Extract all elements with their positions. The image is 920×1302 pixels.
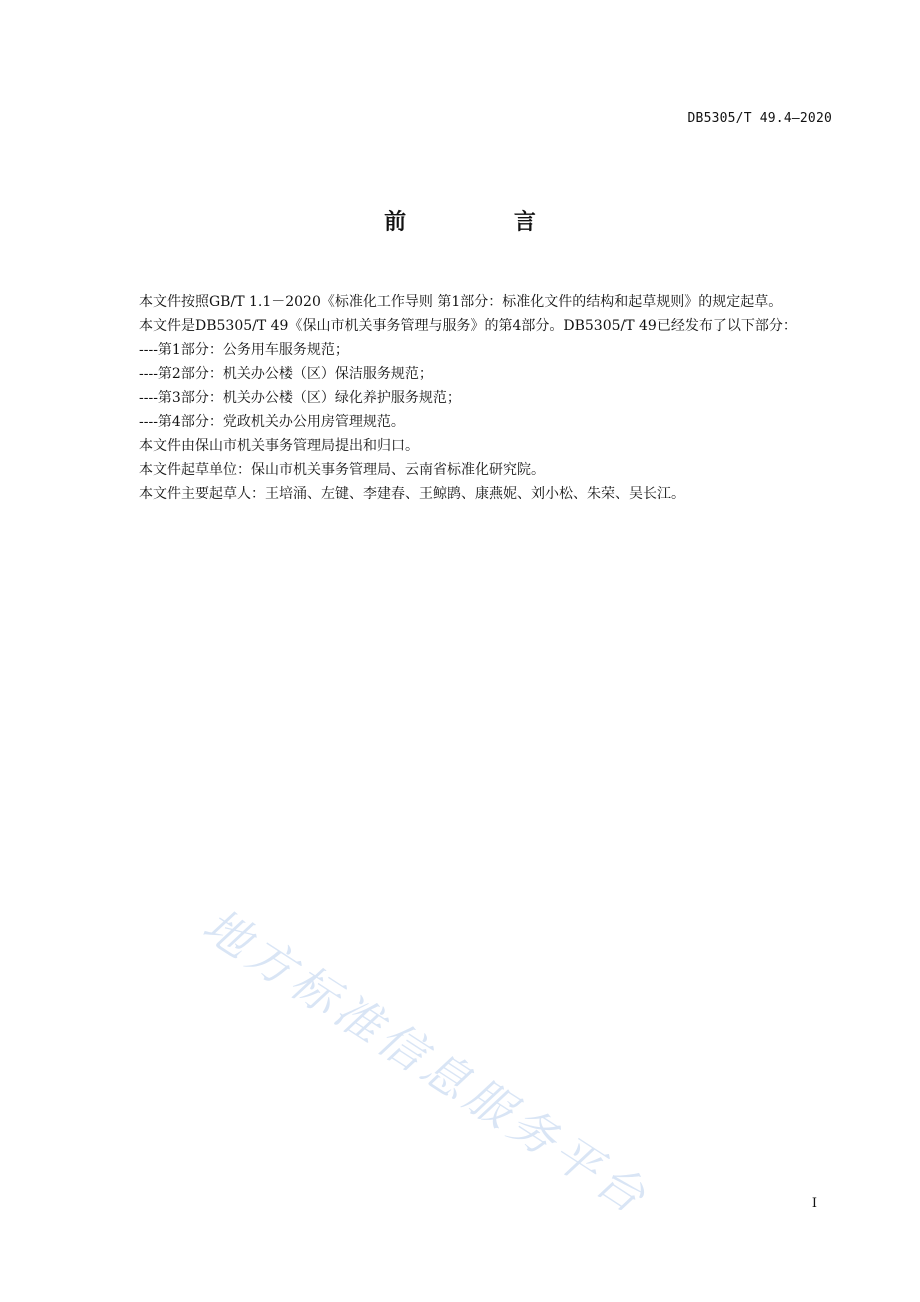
paragraph-proposer: 本文件由保山市机关事务管理局提出和归口。	[139, 438, 419, 454]
list-item-part-2: ----第2部分：机关办公楼（区）保洁服务规范；	[139, 366, 433, 382]
page-number: I	[811, 1196, 817, 1211]
paragraph-drafters: 本文件主要起草人：王培涌、左键、李建春、王鲸鹍、康燕妮、刘小松、朱荣、吴长江。	[139, 486, 685, 502]
page-title: 前 言	[384, 210, 586, 235]
paragraph-basis: 本文件按照GB/T 1.1－2020《标准化工作导则 第1部分：标准化文件的结构和起草规则》的规定起草。	[139, 294, 783, 310]
list-item-part-3: ----第3部分：机关办公楼（区）绿化养护服务规范；	[139, 390, 461, 406]
paragraph-drafting-units: 本文件起草单位：保山市机关事务管理局、云南省标准化研究院。	[139, 462, 545, 478]
watermark-text: 地方标准信息服务平台	[193, 897, 660, 1227]
list-item-part-4: ----第4部分：党政机关办公用房管理规范。	[139, 414, 405, 430]
paragraph-part-of: 本文件是DB5305/T 49《保山市机关事务管理与服务》的第4部分。DB5305/T 49已经发布了以下部分：	[139, 318, 797, 334]
standard-code: DB5305/T 49.4—2020	[687, 111, 832, 126]
list-item-part-1: ----第1部分：公务用车服务规范；	[139, 342, 349, 358]
foreword-body	[111, 290, 833, 506]
